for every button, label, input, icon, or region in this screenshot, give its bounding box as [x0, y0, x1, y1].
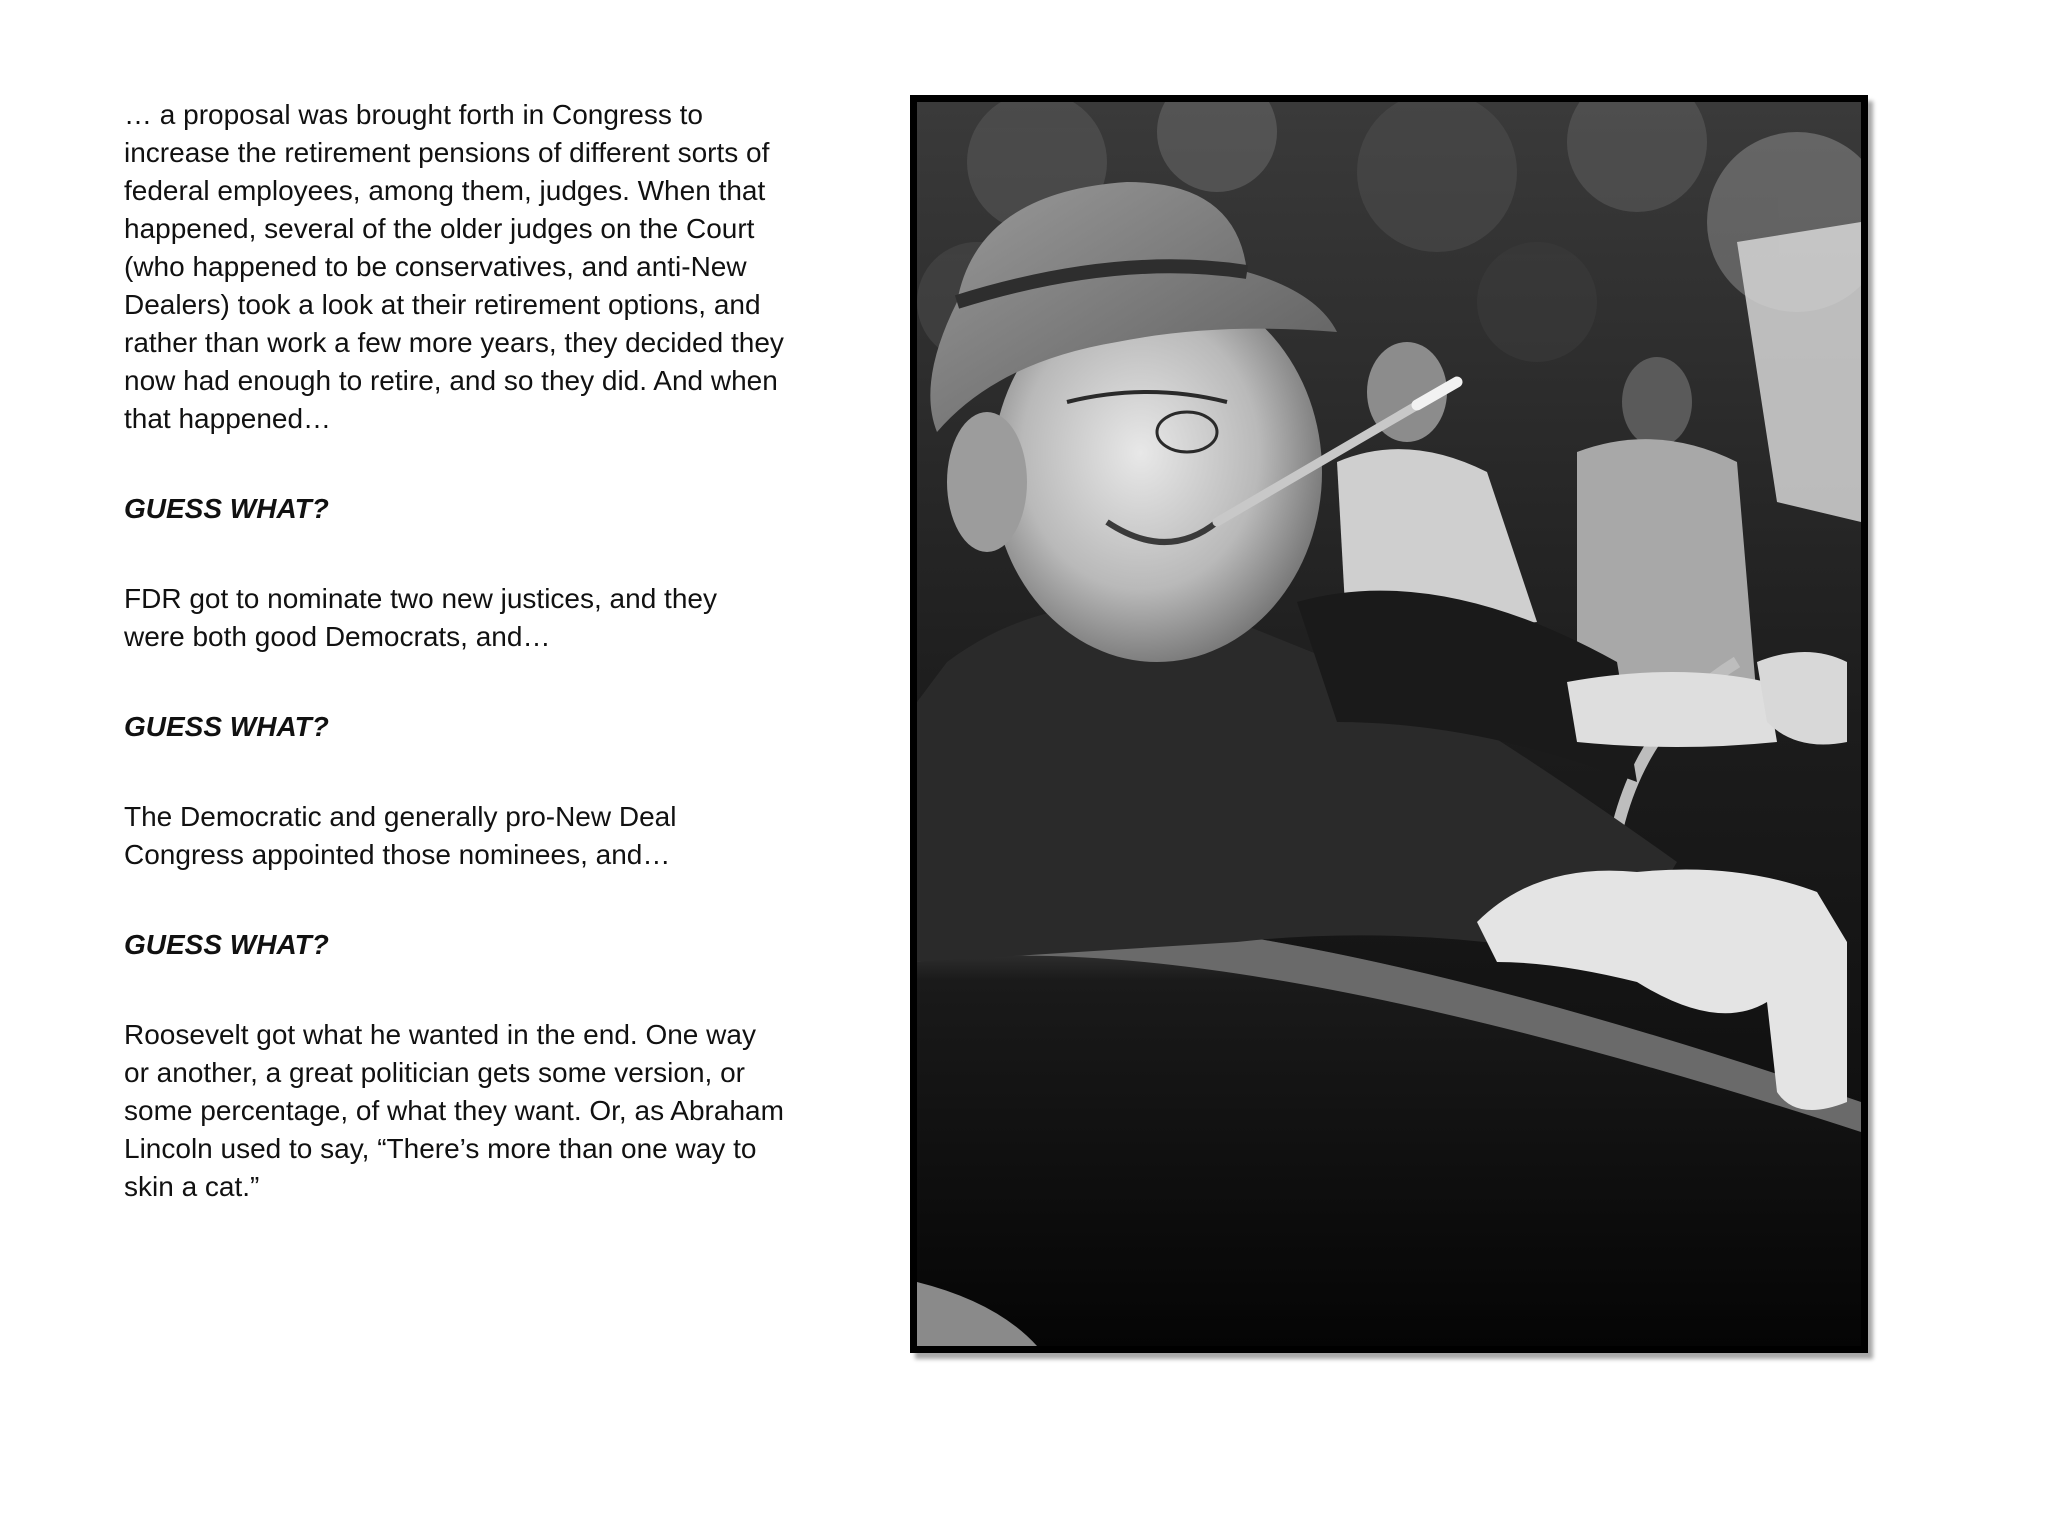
paragraph-congress-appointed: The Democratic and generally pro-New Deal Congress appointed those nominees, and…: [124, 801, 677, 870]
fdr-photo: [910, 95, 1868, 1353]
guess-what-callout-3: GUESS WHAT?: [124, 929, 329, 960]
paragraph-pension-proposal: … a proposal was brought forth in Congress to increase the retirement pensions of different sorts of federal employees, among them, judges. When that happened, several of the older judges on the Court (who happened to be conservatives, and anti-New Dealers) took a look at their retirement options, and rather than work a few more years, they decided they now had enough to retire, and so they did. And when that happened…: [124, 99, 784, 434]
paragraph-nominations: FDR got to nominate two new justices, and they were both good Democrats, and…: [124, 583, 717, 652]
fdr-photo-illustration: [917, 102, 1861, 1346]
ear: [947, 412, 1027, 552]
guess-what-callout-1: GUESS WHAT?: [124, 493, 329, 524]
guess-what-callout-2: GUESS WHAT?: [124, 711, 329, 742]
paragraph-conclusion: Roosevelt got what he wanted in the end. One way or another, a great politician gets some version, or some percentage, of what they want. Or, as Abraham Lincoln used to say, “There’s more than one way to skin a cat.”: [124, 1019, 784, 1202]
shirt-cuff: [1567, 672, 1777, 747]
text-column: [124, 96, 784, 1206]
